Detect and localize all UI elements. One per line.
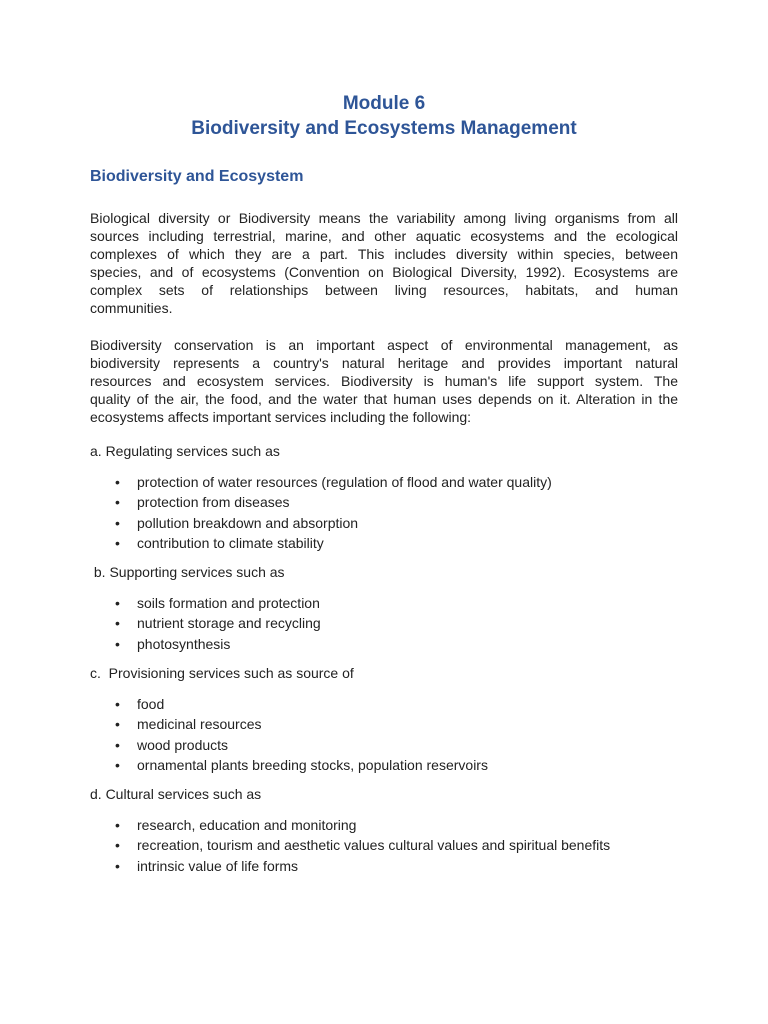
paragraph-line: complex sets of relationships between living resources, habitats, and human [90, 282, 678, 298]
bullet-icon: • [115, 615, 120, 632]
list-item-text: pollution breakdown and absorption [137, 514, 359, 531]
cultural-services-list [0, 815, 610, 876]
list-item-text: ornamental plants breeding stocks, population reservoirs [137, 756, 488, 773]
list-item-text: protection from diseases [137, 494, 290, 511]
regulating-services-lead: a. Regulating services such as [90, 443, 280, 459]
list-item-text: photosynthesis [137, 635, 231, 652]
list-item [0, 593, 321, 613]
supporting-services-lead: b. Supporting services such as [90, 564, 285, 580]
paragraph-line: resources and ecosystem services. Biodiversity is human's life support system. The [90, 373, 678, 389]
paragraph-1 [90, 209, 678, 317]
list-item [0, 856, 610, 876]
list-item [0, 835, 610, 855]
paragraph-line: ecosystems affects important services including the following: [90, 409, 472, 425]
list-item-text: soils formation and protection [137, 595, 320, 611]
paragraph-line: quality of the air, the food, and the water that human uses depends on it. Alteration in the [90, 391, 678, 407]
page-title: Biodiversity and Ecosystems Management [191, 118, 577, 139]
cultural-services-lead: d. Cultural services such as [90, 786, 262, 802]
bullet-icon: • [115, 595, 120, 611]
list-item [0, 472, 552, 492]
list-item [0, 613, 321, 633]
list-item-text: medicinal resources [137, 716, 262, 733]
bullet-icon: • [115, 716, 120, 733]
paragraph-line: Biodiversity conservation is an important aspect of environmental management, as [90, 337, 678, 353]
list-item-text: nutrient storage and recycling [137, 615, 321, 632]
list-item-text: intrinsic value of life forms [137, 857, 299, 874]
list-item [0, 694, 488, 714]
bullet-icon: • [115, 857, 120, 874]
module-number: Module 6 [342, 93, 426, 114]
bullet-icon: • [115, 696, 120, 712]
list-item-text: recreation, tourism and aesthetic values cultural values and spiritual benefits [137, 837, 611, 854]
paragraph-line: biodiversity represents a country's natural heritage and provides important natural [90, 355, 678, 371]
list-item-text: food [137, 696, 165, 712]
paragraph-line: communities. [90, 300, 173, 316]
provisioning-services-lead: c. Provisioning services such as source of [90, 665, 354, 681]
bullet-icon: • [115, 736, 120, 753]
supporting-services-list [0, 593, 321, 654]
bullet-icon: • [115, 534, 120, 551]
list-item [0, 634, 321, 654]
paragraph-line: complexes of which they are a part. This includes diversity within species, between [90, 246, 678, 262]
list-item [0, 755, 488, 775]
list-item-text: protection of water resources (regulation of flood and water quality) [137, 474, 552, 490]
list-item [0, 533, 552, 553]
paragraph-line: sources including terrestrial, marine, and other aquatic ecosystems and the ecological [90, 228, 678, 244]
bullet-icon: • [115, 494, 120, 511]
bullet-icon: • [115, 514, 120, 531]
list-item-text: research, education and monitoring [137, 817, 357, 833]
list-item-text: contribution to climate stability [137, 534, 324, 551]
provisioning-services-list [0, 694, 488, 775]
section-heading: Biodiversity and Ecosystem [90, 168, 304, 185]
list-item [0, 714, 488, 734]
regulating-services-list [0, 472, 552, 553]
bullet-icon: • [115, 635, 120, 652]
list-item [0, 492, 552, 512]
list-item [0, 735, 488, 755]
list-item [0, 513, 552, 533]
paragraph-line: Biological diversity or Biodiversity means the variability among living organisms from all [90, 210, 678, 226]
list-item-text: wood products [137, 736, 229, 753]
bullet-icon: • [115, 817, 120, 833]
bullet-icon: • [115, 474, 120, 490]
paragraph-line: species, and of ecosystems (Convention on Biological Diversity, 1992). Ecosystems are [90, 264, 678, 280]
bullet-icon: • [115, 837, 120, 854]
list-item [0, 815, 610, 835]
paragraph-2 [90, 336, 678, 426]
bullet-icon: • [115, 756, 120, 773]
